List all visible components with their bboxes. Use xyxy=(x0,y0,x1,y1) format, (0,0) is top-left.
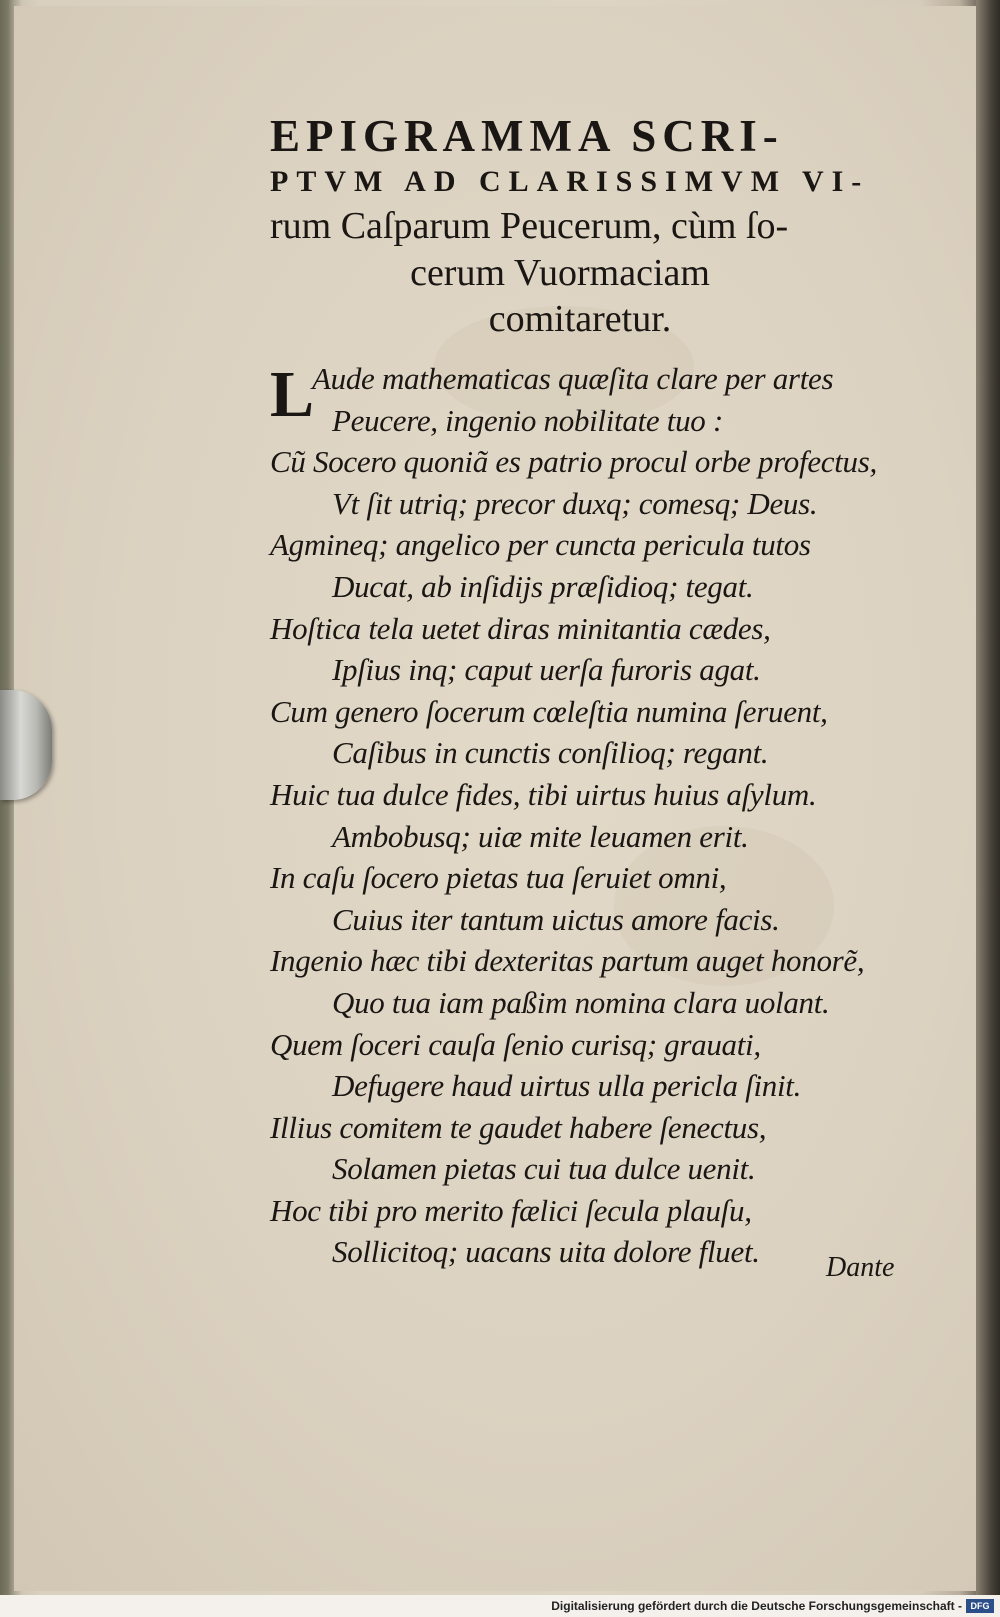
verse-line: Hoſtica tela uetet diras minitantia cædes, xyxy=(270,610,771,646)
footer-bar xyxy=(0,1595,1000,1617)
title-line-3: rum Caſparum Peucerum, cùm ſo- xyxy=(270,205,789,247)
verse-line: Ducat, ab inſidijs præſidioq; tegat. xyxy=(332,568,754,604)
title-line-5: comitaretur. xyxy=(488,298,672,340)
page-clip xyxy=(0,690,52,800)
verse-line: Cũ Socero quoniã es patrio procul orbe profectus, xyxy=(270,444,877,480)
verse-line: Quo tua iam paßim nomina clara uolant. xyxy=(332,984,830,1020)
verse-line: Sollicitoq; uacans uita dolore fluet. xyxy=(332,1234,760,1270)
poem-body xyxy=(270,358,910,1273)
verse-line: Ambobusq; uiæ mite leuamen erit. xyxy=(332,818,749,854)
verse-line: Huic tua dulce fides, tibi uirtus huius aſylum. xyxy=(270,776,817,812)
verse-line: Cum genero ſocerum cœleſtia numina ſeruent, xyxy=(270,693,828,729)
drop-cap-initial: L xyxy=(270,358,314,431)
footer-credit: Digitalisierung gefördert durch die Deutsche Forschungsgemeinschaft - xyxy=(551,1599,962,1613)
verse-line: Hoc tibi pro merito fælici ſecula plauſu, xyxy=(270,1192,752,1228)
verse-text: Aude mathematicas quæſita clare per artes xyxy=(312,361,834,396)
verse-line: In caſu ſocero pietas tua ſeruiet omni, xyxy=(270,860,727,896)
epigram-title xyxy=(270,110,910,342)
verse-line: Vt ſit utriq; precor duxq; comesq; Deus. xyxy=(332,485,818,521)
verse-line: Caſibus in cunctis conſilioq; regant. xyxy=(332,735,769,771)
verse-line: Solamen pietas cui tua dulce uenit. xyxy=(332,1151,756,1187)
verse-line: Agmineq; angelico per cuncta pericula tutos xyxy=(270,527,811,563)
verse-line: Illius comitem te gaudet habere ſenectus, xyxy=(270,1109,767,1145)
title-line-2: PTVM AD CLARISSIMVM VI- xyxy=(270,165,870,198)
verse-line: Defugere haud uirtus ulla pericla ſinit. xyxy=(332,1068,802,1104)
dfg-logo: DFG xyxy=(966,1599,994,1613)
verse-line: Quem ſoceri cauſa ſenio curisq; grauati, xyxy=(270,1026,761,1062)
verse-line: Cuius iter tantum uictus amore facis. xyxy=(332,901,780,937)
title-line-1: EPIGRAMMA SCRI- xyxy=(270,111,784,161)
title-line-4: cerum Vuormaciam xyxy=(410,252,710,294)
verse-line: Peucere, ingenio nobilitate tuo : xyxy=(332,402,723,438)
catchword: Dante xyxy=(826,1252,895,1283)
verse-line: Ingenio hæc tibi dexteritas partum auget honorẽ, xyxy=(270,943,865,979)
book-edge xyxy=(976,0,1000,1617)
verse-line: Ipſius inq; caput uerſa furoris agat. xyxy=(332,652,761,688)
